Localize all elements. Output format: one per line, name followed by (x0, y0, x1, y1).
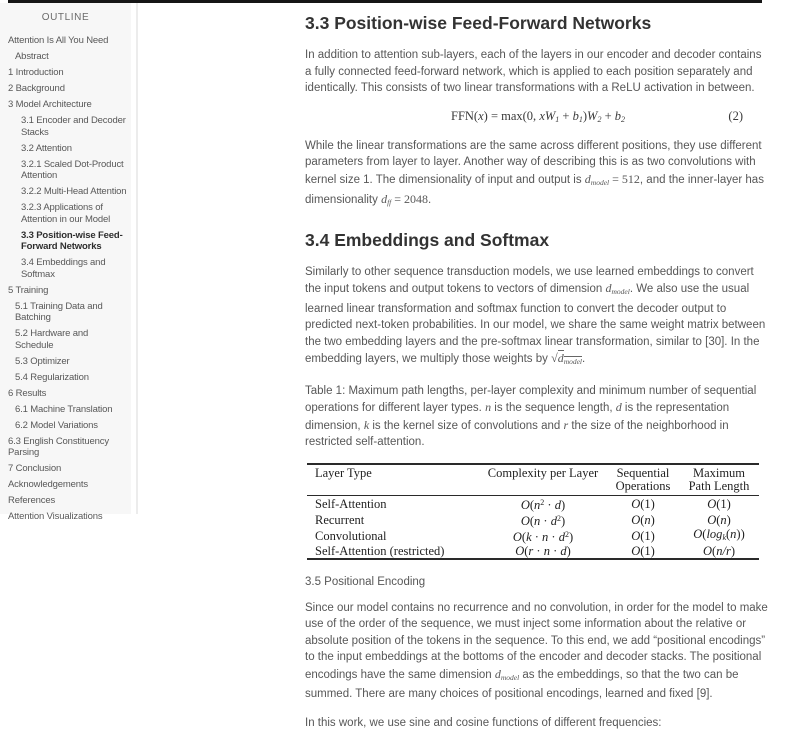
text-segment: model (611, 287, 630, 296)
outline-item[interactable]: 2 Background (8, 83, 65, 94)
text-segment: ( (716, 512, 721, 527)
outline-item[interactable]: 6.2 Model Variations (15, 419, 98, 431)
text-segment: O (703, 543, 713, 558)
text-segment: · (544, 498, 555, 512)
text-segment: Table 1: Maximum path lengths, per-layer complexity and minimum number of sequential operations for different layer types. (305, 384, 757, 414)
text-segment: While the linear transformations are the same across different positions, they use different parameters from layer to layer. Another way of describing this is as two convolutions with kernel size 1. The dimensionality of input and output is (305, 139, 762, 186)
cell-value (479, 545, 607, 559)
outline-item[interactable]: 1 Introduction (8, 67, 64, 78)
text-segment: O (631, 528, 641, 543)
table-row (307, 512, 759, 528)
text-segment: . We also use the usual learned linear transformation and softmax function to convert the decoder output to predicted next-token probabilities. In our model, we share the same weight matrix between the two embedding layers and the pre-softmax linear transformation, similar to [30]. In the embedding layers, we multiply those weights by (305, 283, 766, 365)
text-segment: x (478, 108, 484, 123)
text-segment: d (494, 666, 501, 681)
text-segment: O (631, 496, 641, 511)
cell-value (607, 496, 679, 513)
outline-item[interactable]: References (8, 495, 56, 506)
text-segment: O (515, 543, 525, 558)
text-segment: · (548, 530, 559, 545)
outline-item[interactable]: 5.3 Optimizer (15, 355, 70, 367)
text-segment: ( (712, 543, 717, 558)
text-segment: n (644, 512, 651, 527)
text-segment: 2 (564, 530, 569, 540)
text-segment: (1) (640, 528, 655, 543)
text-segment: 2 (540, 498, 545, 507)
outline-item[interactable]: 3.2 Attention (21, 142, 72, 154)
cell-layer-type: Convolutional (315, 528, 387, 543)
text-segment: model (590, 177, 610, 187)
text-segment: model (500, 672, 520, 682)
column-header-sequential-ops: Sequential Operations (607, 464, 679, 496)
outline-title: OUTLINE (41, 12, 90, 23)
text-segment: n (542, 530, 549, 545)
outline-item[interactable]: Acknowledgements (8, 479, 88, 490)
text-segment: . (582, 353, 586, 365)
table-row (307, 545, 759, 559)
text-segment: ( (521, 530, 527, 545)
text-segment: ) (582, 108, 588, 123)
text-segment: model (563, 357, 583, 366)
outline-item[interactable]: 3.4 Embeddings and Softmax (21, 257, 106, 280)
outline-item-active[interactable]: 3.3 Position-wise Feed-Forward Networks (21, 229, 123, 252)
text-segment: r (563, 417, 569, 432)
text-segment: d (557, 351, 564, 365)
outline-item[interactable]: 6 Results (8, 387, 47, 399)
text-segment: ) (730, 543, 735, 558)
text-segment: (1) (640, 543, 655, 558)
text-segment: 1 (555, 114, 560, 124)
text-segment: d (615, 400, 622, 414)
text-segment: ( (702, 527, 707, 542)
cell-value (679, 528, 759, 544)
text-segment: ( (524, 543, 529, 558)
text-segment: k (722, 533, 726, 543)
equation-2 (305, 109, 771, 124)
text-segment: (1) (716, 496, 731, 511)
outline-sidebar (0, 3, 131, 522)
text-segment: )) (736, 527, 745, 542)
text-segment: b (614, 108, 621, 123)
text-segment: ) = max(0, (483, 108, 540, 123)
text-segment: · (549, 543, 561, 558)
paragraph-embeddings (305, 264, 771, 371)
text-segment: ) (726, 512, 731, 527)
text-segment: r (528, 543, 534, 558)
text-segment: ( (529, 498, 535, 512)
outline-item[interactable]: 3.2.1 Scaled Dot-Product Attention (21, 158, 124, 181)
text-segment: (1) (640, 496, 655, 511)
text-segment: ) (560, 514, 566, 529)
cell-value (479, 512, 607, 528)
outline-item[interactable]: 6.1 Machine Translation (15, 403, 113, 415)
column-header-layer-type: Layer Type (307, 464, 479, 496)
table-1-caption (305, 383, 771, 451)
column-header-complexity: Complexity per Layer (479, 464, 607, 496)
text-segment: is the representation dimension, (305, 402, 730, 432)
outline-item[interactable]: Attention Is All You Need (8, 35, 109, 46)
text-segment: the size of the neighborhood in restricted self-attention. (305, 419, 729, 448)
text-segment: d (584, 171, 591, 186)
paragraph-ffn-dims (305, 138, 771, 212)
outline-item[interactable]: 5.4 Regularization (15, 371, 89, 383)
text-segment: ( (726, 527, 731, 542)
text-segment: d (605, 281, 612, 295)
cell-layer-type: Self-Attention (315, 496, 387, 511)
text-segment: O (631, 512, 641, 527)
text-segment: n (543, 543, 550, 558)
cell-value (679, 496, 759, 513)
text-segment: + (601, 108, 615, 123)
complexity-table-header-row (307, 464, 759, 496)
text-segment: Since our model contains no recurrence and no convolution, in order for the model to make use of the order of the sequence, we must inject some information about the relative or absolute position of the tokens in the sequence. To this end, we add “positional encodings” to the input embeddings at the bottoms of the encoder and decoder stacks. The positional encodings have the same dimension (305, 601, 768, 681)
text-segment: 2 (621, 114, 625, 124)
text-segment: O (707, 512, 717, 527)
equation-number: (2) (728, 108, 743, 123)
text-segment: b (572, 108, 579, 123)
text-segment: ff (387, 198, 392, 207)
text-segment: 2 (556, 514, 561, 524)
text-segment: 2 (597, 114, 602, 124)
outline-item[interactable]: 5 Training (8, 284, 49, 296)
cell-layer-type: Self-Attention (restricted) (315, 543, 445, 558)
text-segment: ) (566, 543, 571, 558)
outline-item[interactable]: 5.2 Hardware and Schedule (15, 328, 89, 351)
text-segment: · (533, 543, 544, 558)
text-segment: 1 (578, 114, 583, 124)
equation-2-formula (451, 109, 625, 123)
text-segment: O (520, 514, 530, 529)
text-segment: O (520, 498, 530, 512)
cell-value (607, 528, 679, 544)
text-segment: as the embeddings, so that the two can be summed. There are many choices of positional encodings, learned and fixed [9]. (305, 668, 739, 701)
text-segment: n (534, 498, 541, 512)
section-heading-3-3: 3.3 Position-wise Feed-Forward Networks (305, 13, 652, 33)
cell-value (607, 545, 679, 559)
text-segment: O (631, 543, 641, 558)
text-segment: ( (640, 512, 645, 527)
paragraph-ffn-intro: In addition to attention sub-layers, each of the layers in our encoder and decoder contains a fully connected feed-forward network, which is applied to each position separately and identically. This consists of two linear transformations with a ReLU activation in between. (305, 49, 762, 94)
outline-item[interactable]: 6.3 English Constituency Parsing (8, 435, 109, 458)
text-segment: ( (529, 514, 535, 529)
text-segment: , and the inner-layer has dimensionality (305, 173, 764, 206)
text-segment: · (540, 514, 551, 529)
text-segment: O (707, 496, 717, 511)
outline-item[interactable]: 3 Model Architecture (8, 99, 92, 110)
text-segment: W (587, 108, 598, 123)
outline-item[interactable]: 5.1 Training Data and Batching (15, 300, 103, 323)
outline-list (0, 35, 131, 523)
text-segment: n/r (716, 543, 731, 558)
text-segment: ) (568, 530, 574, 545)
text-segment: ) (650, 512, 655, 527)
table-row (307, 528, 759, 544)
text-segment: n (720, 512, 727, 527)
column-header-max-path-length: Maximum Path Length (679, 464, 759, 496)
outline-item[interactable]: Attention Visualizations (8, 511, 103, 522)
text-segment: · (531, 530, 543, 545)
table-row (307, 496, 759, 513)
text-segment: O (693, 527, 703, 542)
text-segment: ) (560, 498, 566, 512)
text-segment: k (526, 530, 532, 545)
text-segment: = 512 (609, 171, 640, 186)
cell-value (679, 512, 759, 528)
text-segment: d (381, 192, 388, 206)
paragraph-positional-encoding (305, 600, 771, 703)
text-segment: . (428, 194, 432, 206)
text-segment: d (558, 530, 565, 545)
text-segment: = 2048 (391, 192, 429, 206)
text-segment: + (559, 108, 573, 123)
text-segment: d (550, 514, 557, 529)
text-segment: k (363, 417, 370, 432)
text-segment: O (512, 530, 522, 545)
complexity-table-body (307, 496, 759, 559)
text-segment: log (706, 527, 723, 542)
text-segment: n (534, 514, 541, 529)
outline-item[interactable]: 3.1 Encoder and Decoder Stacks (21, 115, 126, 138)
text-segment: n (730, 527, 737, 542)
text-segment: is the sequence length, (491, 402, 616, 414)
cell-value (679, 545, 759, 559)
outline-item[interactable]: Abstract (15, 51, 49, 62)
complexity-table (307, 463, 759, 560)
text-segment: is the kernel size of convolutions and (369, 419, 564, 432)
text-segment: √ (551, 351, 558, 365)
cell-value (607, 512, 679, 528)
outline-item[interactable]: 3.2.2 Multi-Head Attention (21, 186, 127, 197)
cell-layer-type: Recurrent (315, 512, 365, 527)
text-segment: d (554, 498, 561, 512)
section-heading-3-4: 3.4 Embeddings and Softmax (305, 229, 550, 250)
document-content[interactable] (305, 3, 771, 729)
text-segment: Similarly to other sequence transduction models, we use learned embeddings to convert the input tokens and output tokens to vectors of dimension (305, 265, 754, 295)
section-heading-3-5: 3.5 Positional Encoding (305, 575, 426, 588)
text-segment: xW (539, 108, 556, 123)
outline-item[interactable]: 3.2.3 Applications of Attention in our Model (21, 202, 111, 225)
sidebar-divider (136, 3, 138, 514)
text-segment: n (485, 400, 492, 414)
text-segment: FFN( (451, 108, 479, 123)
text-segment: d (560, 543, 567, 558)
cell-value (479, 528, 607, 544)
paragraph-sine-cosine: In this work, we use sine and cosine functions of different frequencies: (305, 716, 662, 729)
outline-item[interactable]: 7 Conclusion (8, 463, 62, 474)
cell-value (479, 496, 607, 513)
